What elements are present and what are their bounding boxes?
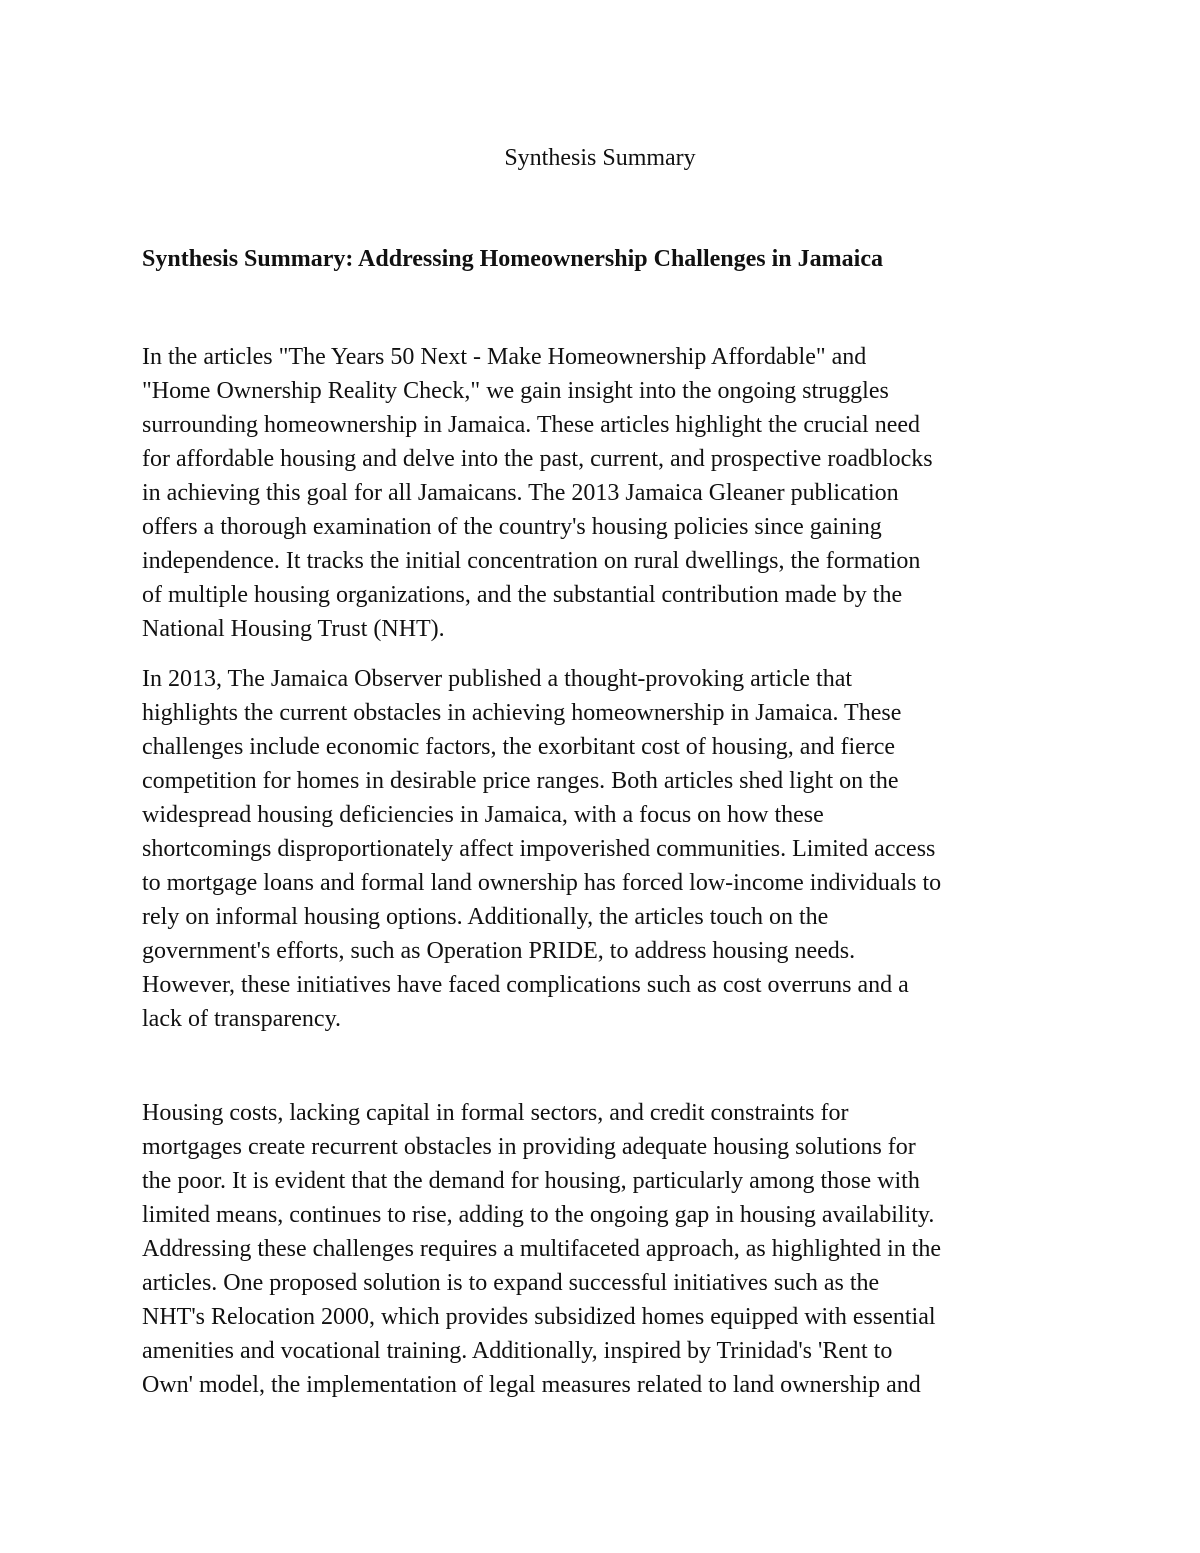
paragraph-line: mortgages create recurrent obstacles in providing adequate housing solutions for bbox=[142, 1134, 916, 1160]
paragraph-line: Addressing these challenges requires a multifaceted approach, as highlighted in the bbox=[142, 1236, 942, 1262]
page-header-title: Synthesis Summary bbox=[504, 145, 696, 171]
paragraph-line: NHT's Relocation 2000, which provides subsidized homes equipped with essential bbox=[142, 1304, 936, 1330]
paragraph-line: surrounding homeownership in Jamaica. These articles highlight the crucial need bbox=[142, 412, 920, 438]
paragraph-line: for affordable housing and delve into the past, current, and prospective roadblocks bbox=[142, 446, 933, 472]
paragraph-line: Own' model, the implementation of legal measures related to land ownership and bbox=[142, 1372, 921, 1398]
paragraph-line: articles. One proposed solution is to expand successful initiatives such as the bbox=[142, 1270, 880, 1296]
paragraph-line: competition for homes in desirable price ranges. Both articles shed light on the bbox=[142, 768, 899, 794]
paragraph-line: shortcomings disproportionately affect impoverished communities. Limited access bbox=[142, 836, 936, 862]
paragraph-line: of multiple housing organizations, and the substantial contribution made by the bbox=[142, 582, 903, 608]
paragraph-line: National Housing Trust (NHT). bbox=[142, 616, 445, 642]
paragraph-line: lack of transparency. bbox=[142, 1006, 342, 1032]
paragraph-line: widespread housing deficiencies in Jamaica, with a focus on how these bbox=[142, 802, 824, 828]
paragraph-line: amenities and vocational training. Additionally, inspired by Trinidad's 'Rent to bbox=[142, 1338, 893, 1364]
paragraph-line: offers a thorough examination of the country's housing policies since gaining bbox=[142, 514, 882, 540]
paragraph-2 bbox=[142, 662, 1072, 1036]
paragraph-line: independence. It tracks the initial concentration on rural dwellings, the formation bbox=[142, 548, 921, 574]
paragraph-line: However, these initiatives have faced complications such as cost overruns and a bbox=[142, 972, 909, 998]
paragraph-line: limited means, continues to rise, adding to the ongoing gap in housing availability. bbox=[142, 1202, 935, 1228]
document-heading: Synthesis Summary: Addressing Homeownership Challenges in Jamaica bbox=[142, 246, 883, 272]
paragraph-line: In the articles "The Years 50 Next - Make Homeownership Affordable" and bbox=[142, 344, 867, 370]
paragraph-line: In 2013, The Jamaica Observer published a thought-provoking article that bbox=[142, 666, 853, 692]
paragraph-line: the poor. It is evident that the demand for housing, particularly among those with bbox=[142, 1168, 920, 1194]
paragraph-line: challenges include economic factors, the exorbitant cost of housing, and fierce bbox=[142, 734, 896, 760]
paragraph-line: in achieving this goal for all Jamaicans. The 2013 Jamaica Gleaner publication bbox=[142, 480, 899, 506]
paragraph-line: highlights the current obstacles in achieving homeownership in Jamaica. These bbox=[142, 700, 902, 726]
paragraph-line: "Home Ownership Reality Check," we gain insight into the ongoing struggles bbox=[142, 378, 889, 404]
paragraph-line: Housing costs, lacking capital in formal sectors, and credit constraints for bbox=[142, 1100, 849, 1126]
paragraph-line: rely on informal housing options. Additionally, the articles touch on the bbox=[142, 904, 829, 930]
paragraph-line: government's efforts, such as Operation PRIDE, to address housing needs. bbox=[142, 938, 856, 964]
paragraph-line: to mortgage loans and formal land ownership has forced low-income individuals to bbox=[142, 870, 942, 896]
paragraph-1 bbox=[142, 340, 1072, 646]
paragraph-3 bbox=[142, 1096, 1072, 1402]
